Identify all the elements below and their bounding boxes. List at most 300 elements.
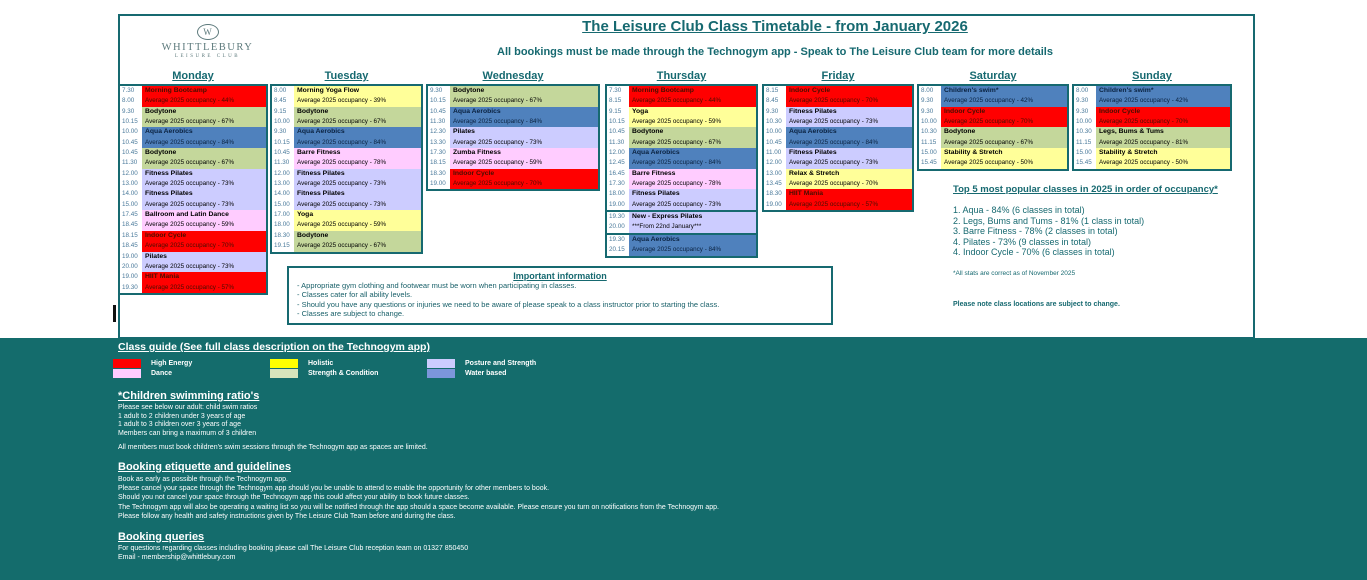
class-start-time: 18.15 xyxy=(120,231,142,241)
class-occupancy-row xyxy=(120,179,266,189)
class-occupancy: Average 2025 occupancy - 59% xyxy=(450,158,598,168)
class-occupancy-row xyxy=(764,138,912,148)
class-start-time: 8.00 xyxy=(272,86,294,96)
legend-label: High Energy xyxy=(151,359,193,367)
class-guide-title: Class guide (See full class description on the Technogym app) xyxy=(118,341,430,353)
class-start-time: 9.15 xyxy=(607,107,629,117)
class-name-row xyxy=(1074,127,1230,137)
class-end-time: 19.00 xyxy=(428,179,450,189)
class-name-row xyxy=(272,231,421,241)
class-occupancy-row xyxy=(764,179,912,189)
day-column-friday xyxy=(762,84,914,212)
top5-item: 4. Indoor Cycle - 70% (6 classes in total) xyxy=(953,247,1115,257)
class-start-time: 8.15 xyxy=(764,86,786,96)
class-name-row xyxy=(919,107,1067,117)
class-start-time: 9.30 xyxy=(764,107,786,117)
class-entry xyxy=(428,169,598,190)
class-occupancy-row xyxy=(1074,96,1230,106)
day-box xyxy=(605,233,758,258)
legend-label: Water based xyxy=(465,369,507,377)
class-occupancy: Average 2025 occupancy - 73% xyxy=(786,117,912,127)
class-start-time: 19.30 xyxy=(607,212,629,222)
header-titles xyxy=(300,18,1250,58)
class-name-row xyxy=(120,86,266,96)
class-occupancy: Average 2025 occupancy - 67% xyxy=(142,117,266,127)
class-name-row xyxy=(607,235,756,245)
class-entry xyxy=(607,235,756,256)
class-end-time: 11.15 xyxy=(1074,138,1096,148)
class-entry xyxy=(1074,148,1230,169)
class-entry xyxy=(607,189,756,210)
class-start-time: 18.30 xyxy=(428,169,450,179)
class-occupancy: Average 2025 occupancy - 73% xyxy=(786,158,912,168)
class-occupancy-row xyxy=(428,179,598,189)
day-column-monday xyxy=(118,84,268,295)
class-name-row xyxy=(428,107,598,117)
class-occupancy: Average 2025 occupancy - 50% xyxy=(941,158,1067,168)
top5-item: 2. Legs, Bums and Tums - 81% (1 class in total) xyxy=(953,215,1145,226)
class-title: HIIT Mania xyxy=(142,272,266,282)
locations-note: Please note class locations are subject to change. xyxy=(953,300,1120,308)
class-title: Aqua Aerobics xyxy=(629,148,756,158)
class-entry xyxy=(428,107,598,128)
class-name-row xyxy=(120,231,266,241)
day-header-monday: Monday xyxy=(172,70,214,82)
class-name-row xyxy=(607,148,756,158)
class-start-time: 17.45 xyxy=(120,210,142,220)
class-start-time: 10.45 xyxy=(272,148,294,158)
class-occupancy: Average 2025 occupancy - 67% xyxy=(629,138,756,148)
class-start-time: 15.00 xyxy=(1074,148,1096,158)
class-title: Relax & Stretch xyxy=(786,169,912,179)
booking-etiquette-section xyxy=(118,461,719,521)
class-start-time: 9.30 xyxy=(120,107,142,117)
top5-item: 1. Aqua - 84% (6 classes in total) xyxy=(953,205,1085,215)
class-entry xyxy=(764,86,912,107)
class-name-row xyxy=(272,107,421,117)
class-entry xyxy=(428,148,598,169)
legend-item xyxy=(427,368,536,378)
class-occupancy-row xyxy=(120,117,266,127)
class-start-time: 12.30 xyxy=(428,127,450,137)
class-occupancy-row xyxy=(272,96,421,106)
class-start-time: 12.00 xyxy=(272,169,294,179)
class-start-time: 15.00 xyxy=(919,148,941,158)
class-name-row xyxy=(919,86,1067,96)
class-occupancy: Average 2025 occupancy - 44% xyxy=(629,96,756,106)
class-entry xyxy=(272,210,421,231)
class-name-row xyxy=(272,210,421,220)
class-title: Fitness Pilates xyxy=(142,169,266,179)
day-box xyxy=(605,210,758,235)
day-box xyxy=(917,84,1069,171)
class-name-row xyxy=(764,86,912,96)
class-end-time: 11.15 xyxy=(919,138,941,148)
important-information-line: - Classes are subject to change. xyxy=(297,309,405,319)
class-occupancy-row xyxy=(607,138,756,148)
booking-etiquette-line: Please follow any health and safety instructions given by The Leisure Club Team before and during the class. xyxy=(118,512,456,520)
class-occupancy-row xyxy=(272,220,421,230)
day-header-friday: Friday xyxy=(821,70,855,82)
class-occupancy-row xyxy=(272,138,421,148)
legend-label: Posture and Strength xyxy=(465,359,537,367)
class-entry xyxy=(764,148,912,169)
top5-list xyxy=(953,205,1253,258)
children-ratio-line: 1 adult to 3 children over 3 years of age xyxy=(118,421,241,429)
legend-color-swatch xyxy=(113,359,141,368)
children-booking-note: All members must book children's swim sessions through the Technogym app as spaces are limited. xyxy=(118,444,428,451)
class-start-time: 11.00 xyxy=(764,148,786,158)
class-end-time: 10.15 xyxy=(607,117,629,127)
class-title: Fitness Pilates xyxy=(629,189,756,199)
important-information-line: - Classes cater for all ability levels. xyxy=(297,290,413,300)
class-occupancy: Average 2025 occupancy - 73% xyxy=(294,200,421,210)
children-ratios-section xyxy=(118,390,259,438)
legend-group xyxy=(113,358,192,378)
class-occupancy: Average 2025 occupancy - 84% xyxy=(786,138,912,148)
text-cursor-artifact xyxy=(113,305,116,322)
class-name-row xyxy=(764,189,912,199)
class-end-time: 13.45 xyxy=(764,179,786,189)
class-end-time: 19.00 xyxy=(607,200,629,210)
class-entry xyxy=(919,107,1067,128)
class-entry xyxy=(272,148,421,169)
legend-label: Holistic xyxy=(308,359,334,367)
class-end-time: 20.00 xyxy=(120,262,142,272)
class-occupancy: Average 2025 occupancy - 57% xyxy=(142,283,266,293)
class-occupancy-row xyxy=(120,262,266,272)
class-end-time: 11.30 xyxy=(120,158,142,168)
class-end-time: 20.15 xyxy=(607,245,629,255)
class-end-time: 19.00 xyxy=(764,200,786,210)
legend-color-swatch xyxy=(427,369,455,378)
class-name-row xyxy=(919,148,1067,158)
class-start-time: 7.30 xyxy=(607,86,629,96)
class-title: Pilates xyxy=(450,127,598,137)
class-end-time: 12.00 xyxy=(764,158,786,168)
class-occupancy-row xyxy=(428,117,598,127)
class-entry xyxy=(764,189,912,210)
class-title: Aqua Aerobics xyxy=(629,235,756,245)
class-entry xyxy=(607,107,756,128)
class-occupancy: Average 2025 occupancy - 73% xyxy=(142,200,266,210)
class-start-time: 9.15 xyxy=(272,107,294,117)
class-title: Indoor Cycle xyxy=(941,107,1067,117)
class-entry xyxy=(272,169,421,190)
class-entry xyxy=(919,86,1067,107)
class-start-time: 9.30 xyxy=(428,86,450,96)
booking-etiquette-lines xyxy=(118,475,719,521)
class-occupancy-row xyxy=(120,96,266,106)
class-entry xyxy=(428,86,598,107)
day-box xyxy=(1072,84,1232,171)
class-occupancy-row xyxy=(272,200,421,210)
class-title: Morning Bootcamp xyxy=(142,86,266,96)
class-entry xyxy=(1074,86,1230,107)
class-start-time: 10.45 xyxy=(428,107,450,117)
class-occupancy-row xyxy=(272,179,421,189)
class-entry xyxy=(764,169,912,190)
class-entry xyxy=(120,86,266,107)
class-entry xyxy=(607,127,756,148)
class-title: Fitness Pilates xyxy=(786,107,912,117)
class-occupancy: Average 2025 occupancy - 73% xyxy=(142,262,266,272)
class-occupancy: Average 2025 occupancy - 84% xyxy=(142,138,266,148)
class-title: Fitness Pilates xyxy=(786,148,912,158)
booking-etiquette-line: Should you not cancel your space through the Technogym app this could affect your ability to book future classes. xyxy=(118,494,470,502)
class-name-row xyxy=(1074,148,1230,158)
class-entry xyxy=(607,169,756,190)
class-end-time: 13.00 xyxy=(272,179,294,189)
class-name-row xyxy=(919,127,1067,137)
top5-item: 3. Barre Fitness - 78% (2 classes in total) xyxy=(953,226,1118,236)
booking-query-line: Email - membership@whittlebury.com xyxy=(118,553,236,561)
class-occupancy-row xyxy=(919,158,1067,168)
class-title: Children's swim* xyxy=(941,86,1067,96)
day-column-wednesday xyxy=(426,84,600,191)
class-name-row xyxy=(120,252,266,262)
legend-item xyxy=(113,358,192,368)
class-end-time: 15.00 xyxy=(272,200,294,210)
class-entry xyxy=(120,127,266,148)
class-occupancy-row xyxy=(764,158,912,168)
class-name-row xyxy=(764,148,912,158)
class-occupancy: Average 2025 occupancy - 67% xyxy=(142,158,266,168)
class-title: Aqua Aerobics xyxy=(142,127,266,137)
class-title: Morning Yoga Flow xyxy=(294,86,421,96)
class-start-time: 9.30 xyxy=(919,107,941,117)
class-name-row xyxy=(1074,86,1230,96)
class-entry xyxy=(272,86,421,107)
class-title: Zumba Fitness xyxy=(450,148,598,158)
class-end-time: 15.45 xyxy=(1074,158,1096,168)
class-occupancy-row xyxy=(764,200,912,210)
class-title: Fitness Pilates xyxy=(294,169,421,179)
class-end-time: 10.00 xyxy=(272,117,294,127)
class-occupancy-row xyxy=(607,158,756,168)
class-occupancy: Average 2025 occupancy - 42% xyxy=(941,96,1067,106)
class-end-time: 8.45 xyxy=(272,96,294,106)
class-occupancy: Average 2025 occupancy - 42% xyxy=(1096,96,1230,106)
booking-queries-section xyxy=(118,531,468,562)
legend-color-swatch xyxy=(270,359,298,368)
day-column-sunday xyxy=(1072,84,1232,171)
class-title: Bodytone xyxy=(142,148,266,158)
class-title: Aqua Aerobics xyxy=(450,107,598,117)
class-name-row xyxy=(607,86,756,96)
class-start-time: 10.45 xyxy=(607,127,629,137)
class-occupancy: Average 2025 occupancy - 73% xyxy=(629,200,756,210)
class-occupancy-row xyxy=(764,117,912,127)
class-occupancy: Average 2025 occupancy - 50% xyxy=(1096,158,1230,168)
class-end-time: 10.15 xyxy=(120,117,142,127)
class-occupancy-row xyxy=(607,117,756,127)
booking-etiquette-line: Please cancel your space through the Technogym app should you be unable to attend to enable the opportunity for other members to book. xyxy=(118,485,550,493)
class-occupancy-row xyxy=(120,138,266,148)
class-title: Stability & Stretch xyxy=(1096,148,1230,158)
class-occupancy-row xyxy=(272,158,421,168)
children-ratio-line: Members can bring a maximum of 3 children xyxy=(118,429,257,437)
class-occupancy-row xyxy=(120,220,266,230)
class-end-time: 19.15 xyxy=(272,241,294,251)
class-occupancy-row xyxy=(607,245,756,255)
class-occupancy: Average 2025 occupancy - 57% xyxy=(786,200,912,210)
class-name-row xyxy=(272,127,421,137)
class-title: Barre Fitness xyxy=(629,169,756,179)
logo-brand-subname: LEISURE CLUB xyxy=(174,54,241,59)
class-start-time: 18.00 xyxy=(607,189,629,199)
class-entry xyxy=(919,127,1067,148)
class-occupancy-row xyxy=(272,241,421,251)
class-end-time: 10.45 xyxy=(120,138,142,148)
children-ratio-line: 1 adult to 2 children under 3 years of age xyxy=(118,412,246,420)
children-ratios-title: *Children swimming ratio's xyxy=(118,390,260,402)
class-entry xyxy=(1074,127,1230,148)
class-title: Aqua Aerobics xyxy=(294,127,421,137)
class-end-time: 13.30 xyxy=(428,138,450,148)
class-occupancy-row xyxy=(607,222,756,232)
page-title: The Leisure Club Class Timetable - from January 2026 xyxy=(582,18,968,35)
class-start-time: 19.30 xyxy=(607,235,629,245)
day-column-thursday xyxy=(605,84,758,258)
class-entry xyxy=(428,127,598,148)
important-information-box xyxy=(287,266,833,325)
class-occupancy: ***From 22nd January*** xyxy=(629,222,756,232)
class-name-row xyxy=(120,169,266,179)
class-name-row xyxy=(428,127,598,137)
class-name-row xyxy=(607,169,756,179)
booking-queries-lines xyxy=(118,545,468,562)
booking-queries-title: Booking queries xyxy=(118,531,205,543)
class-entry xyxy=(120,169,266,190)
class-entry xyxy=(272,189,421,210)
booking-etiquette-line: Book as early as possible through the Technogym app. xyxy=(118,476,288,483)
class-occupancy: Average 2025 occupancy - 70% xyxy=(450,179,598,189)
class-name-row xyxy=(272,148,421,158)
class-occupancy-row xyxy=(120,200,266,210)
class-start-time: 17.00 xyxy=(272,210,294,220)
class-title: Bodytone xyxy=(450,86,598,96)
bottom-teal-section xyxy=(0,338,1367,580)
class-entry xyxy=(272,127,421,148)
class-occupancy-row xyxy=(428,96,598,106)
booking-etiquette-title: Booking etiquette and guidelines xyxy=(118,461,291,473)
day-header-thursday: Thursday xyxy=(656,70,707,82)
class-title: Indoor Cycle xyxy=(142,231,266,241)
day-box xyxy=(426,84,600,191)
class-name-row xyxy=(120,127,266,137)
class-end-time: 10.30 xyxy=(764,117,786,127)
class-occupancy-row xyxy=(428,138,598,148)
class-name-row xyxy=(120,189,266,199)
class-end-time: 11.30 xyxy=(607,138,629,148)
class-occupancy-row xyxy=(919,117,1067,127)
class-name-row xyxy=(764,107,912,117)
class-start-time: 8.00 xyxy=(919,86,941,96)
day-header-saturday: Saturday xyxy=(969,70,1017,82)
class-occupancy: Average 2025 occupancy - 73% xyxy=(142,179,266,189)
class-start-time: 9.30 xyxy=(272,127,294,137)
class-title: Yoga xyxy=(629,107,756,117)
class-occupancy: Average 2025 occupancy - 70% xyxy=(142,241,266,251)
class-title: Bodytone xyxy=(941,127,1067,137)
class-end-time: 9.30 xyxy=(919,96,941,106)
class-start-time: 19.00 xyxy=(120,272,142,282)
class-name-row xyxy=(272,86,421,96)
day-column-saturday xyxy=(917,84,1069,171)
day-header-tuesday: Tuesday xyxy=(324,70,369,82)
class-occupancy: Average 2025 occupancy - 84% xyxy=(450,117,598,127)
class-end-time: 18.45 xyxy=(120,220,142,230)
class-start-time: 12.00 xyxy=(120,169,142,179)
class-start-time: 18.30 xyxy=(272,231,294,241)
legend-color-swatch xyxy=(113,369,141,378)
day-box xyxy=(270,84,423,254)
class-end-time: 13.00 xyxy=(120,179,142,189)
page-subtitle: All bookings must be made through the Technogym app - Speak to The Leisure Club team for more details xyxy=(497,46,1053,58)
class-start-time: 8.00 xyxy=(1074,86,1096,96)
class-name-row xyxy=(428,148,598,158)
legend-item xyxy=(270,358,378,368)
class-end-time: 18.00 xyxy=(272,220,294,230)
important-information-title: Important information xyxy=(513,271,607,281)
class-title: Aqua Aerobics xyxy=(786,127,912,137)
class-end-time: 11.30 xyxy=(428,117,450,127)
legend-item xyxy=(113,368,192,378)
class-start-time: 10.30 xyxy=(1074,127,1096,137)
class-name-row xyxy=(607,107,756,117)
day-header-wednesday: Wednesday xyxy=(482,70,544,82)
class-occupancy-row xyxy=(919,96,1067,106)
legend-group xyxy=(427,358,536,378)
class-name-row xyxy=(120,148,266,158)
class-occupancy: Average 2025 occupancy - 81% xyxy=(1096,138,1230,148)
day-box xyxy=(605,84,758,212)
legend-item xyxy=(270,368,378,378)
class-title: Bodytone xyxy=(294,107,421,117)
class-start-time: 7.30 xyxy=(120,86,142,96)
class-entry xyxy=(120,272,266,293)
class-occupancy: Average 2025 occupancy - 67% xyxy=(294,117,421,127)
class-occupancy: Average 2025 occupancy - 70% xyxy=(786,179,912,189)
day-header-sunday: Sunday xyxy=(1132,70,1172,82)
class-title: Indoor Cycle xyxy=(450,169,598,179)
day-box xyxy=(762,84,914,212)
class-start-time: 17.30 xyxy=(428,148,450,158)
legend-color-swatch xyxy=(427,359,455,368)
class-occupancy-row xyxy=(120,241,266,251)
legend-item xyxy=(427,358,536,368)
class-end-time: 9.30 xyxy=(1074,96,1096,106)
class-title: Yoga xyxy=(294,210,421,220)
class-occupancy: Average 2025 occupancy - 73% xyxy=(450,138,598,148)
class-occupancy-row xyxy=(120,158,266,168)
class-occupancy: Average 2025 occupancy - 44% xyxy=(142,96,266,106)
class-start-time: 10.30 xyxy=(919,127,941,137)
class-occupancy: Average 2025 occupancy - 59% xyxy=(294,220,421,230)
class-occupancy-row xyxy=(1074,158,1230,168)
class-occupancy: Average 2025 occupancy - 67% xyxy=(450,96,598,106)
class-name-row xyxy=(120,210,266,220)
class-name-row xyxy=(607,189,756,199)
class-name-row xyxy=(1074,107,1230,117)
legend-group xyxy=(270,358,378,378)
class-occupancy: Average 2025 occupancy - 78% xyxy=(629,179,756,189)
top5-footnote: *All stats are correct as of November 2025 xyxy=(953,269,1076,277)
class-end-time: 15.00 xyxy=(120,200,142,210)
class-occupancy-row xyxy=(272,117,421,127)
class-occupancy-row xyxy=(607,96,756,106)
